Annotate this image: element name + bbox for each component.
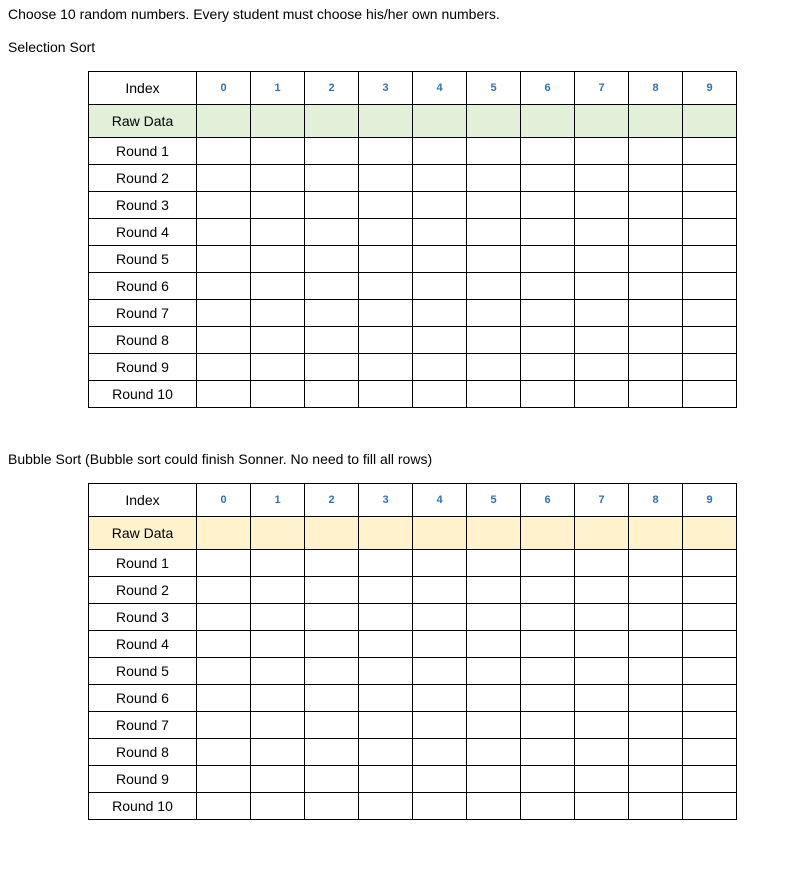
raw-data-cell-6[interactable]: [521, 105, 575, 138]
round-cell[interactable]: [629, 381, 683, 408]
round-cell[interactable]: [305, 631, 359, 658]
round-cell[interactable]: [197, 658, 251, 685]
round-cell[interactable]: [359, 712, 413, 739]
round-cell[interactable]: [629, 685, 683, 712]
round-cell[interactable]: [467, 739, 521, 766]
raw-data-cell-5[interactable]: [467, 517, 521, 550]
round-cell[interactable]: [467, 273, 521, 300]
index-1: 1: [251, 72, 305, 105]
round-cell[interactable]: [251, 192, 305, 219]
round-cell[interactable]: [683, 327, 737, 354]
round-cell[interactable]: [467, 550, 521, 577]
round-cell[interactable]: [683, 300, 737, 327]
round-cell[interactable]: [197, 685, 251, 712]
header-row: [89, 72, 737, 105]
round-cell[interactable]: [359, 219, 413, 246]
round-cell[interactable]: [305, 577, 359, 604]
round-cell[interactable]: [575, 354, 629, 381]
round-cell[interactable]: [683, 219, 737, 246]
round-cell[interactable]: [197, 300, 251, 327]
round-label: Round 6: [89, 685, 197, 712]
round-cell[interactable]: [467, 138, 521, 165]
raw-data-cell-5[interactable]: [467, 105, 521, 138]
raw-data-cell-0[interactable]: [197, 105, 251, 138]
round-cell[interactable]: [521, 381, 575, 408]
round-cell[interactable]: [629, 354, 683, 381]
round-cell[interactable]: [197, 192, 251, 219]
index-5: 5: [467, 484, 521, 517]
round-cell[interactable]: [251, 327, 305, 354]
round-cell[interactable]: [197, 739, 251, 766]
round-row: [89, 192, 737, 219]
round-cell[interactable]: [575, 739, 629, 766]
round-cell[interactable]: [359, 658, 413, 685]
round-cell[interactable]: [305, 550, 359, 577]
round-cell[interactable]: [683, 766, 737, 793]
round-cell[interactable]: [413, 354, 467, 381]
round-cell[interactable]: [683, 793, 737, 820]
round-label: Round 4: [89, 631, 197, 658]
round-cell[interactable]: [251, 766, 305, 793]
round-cell[interactable]: [467, 658, 521, 685]
bubble-sort-title: Bubble Sort (Bubble sort could finish Sonner. No need to fill all rows): [8, 451, 433, 467]
round-cell[interactable]: [683, 381, 737, 408]
round-label: Round 5: [89, 246, 197, 273]
round-cell[interactable]: [683, 712, 737, 739]
round-cell[interactable]: [359, 685, 413, 712]
round-cell[interactable]: [683, 739, 737, 766]
round-cell[interactable]: [575, 631, 629, 658]
index-8: 8: [629, 72, 683, 105]
round-cell[interactable]: [575, 577, 629, 604]
raw-data-cell-2[interactable]: [305, 105, 359, 138]
round-label: Round 6: [89, 273, 197, 300]
round-cell[interactable]: [413, 766, 467, 793]
round-row: [89, 739, 737, 766]
round-label: Round 3: [89, 192, 197, 219]
round-cell[interactable]: [521, 273, 575, 300]
round-row: [89, 766, 737, 793]
round-cell[interactable]: [413, 604, 467, 631]
index-3: 3: [359, 484, 413, 517]
round-cell[interactable]: [683, 658, 737, 685]
round-cell[interactable]: [413, 192, 467, 219]
round-cell[interactable]: [251, 577, 305, 604]
round-cell[interactable]: [197, 550, 251, 577]
round-cell[interactable]: [305, 219, 359, 246]
round-cell[interactable]: [521, 685, 575, 712]
round-cell[interactable]: [197, 138, 251, 165]
round-cell[interactable]: [683, 246, 737, 273]
round-cell[interactable]: [467, 685, 521, 712]
round-row: [89, 327, 737, 354]
round-cell[interactable]: [359, 793, 413, 820]
round-cell[interactable]: [359, 165, 413, 192]
round-cell[interactable]: [521, 766, 575, 793]
round-label: Round 10: [89, 793, 197, 820]
raw-data-cell-7[interactable]: [575, 517, 629, 550]
round-cell[interactable]: [197, 577, 251, 604]
raw-data-row: [89, 517, 737, 550]
index-9: 9: [683, 484, 737, 517]
raw-data-label: Raw Data: [89, 517, 197, 550]
round-cell[interactable]: [629, 766, 683, 793]
round-cell[interactable]: [575, 192, 629, 219]
round-cell[interactable]: [575, 246, 629, 273]
round-cell[interactable]: [521, 658, 575, 685]
round-cell[interactable]: [413, 631, 467, 658]
round-cell[interactable]: [359, 300, 413, 327]
round-cell[interactable]: [413, 658, 467, 685]
round-cell[interactable]: [629, 192, 683, 219]
index-7: 7: [575, 72, 629, 105]
round-cell[interactable]: [683, 165, 737, 192]
round-cell[interactable]: [521, 138, 575, 165]
round-cell[interactable]: [467, 766, 521, 793]
round-cell[interactable]: [575, 604, 629, 631]
round-cell[interactable]: [413, 273, 467, 300]
round-cell[interactable]: [197, 712, 251, 739]
round-cell[interactable]: [251, 793, 305, 820]
round-cell[interactable]: [413, 165, 467, 192]
round-cell[interactable]: [521, 793, 575, 820]
index-1: 1: [251, 484, 305, 517]
round-cell[interactable]: [359, 631, 413, 658]
index-0: 0: [197, 484, 251, 517]
round-cell[interactable]: [251, 658, 305, 685]
round-cell[interactable]: [413, 685, 467, 712]
round-cell[interactable]: [467, 246, 521, 273]
round-row: [89, 300, 737, 327]
round-cell[interactable]: [467, 327, 521, 354]
round-cell[interactable]: [359, 327, 413, 354]
round-cell[interactable]: [521, 246, 575, 273]
round-cell[interactable]: [629, 138, 683, 165]
round-cell[interactable]: [305, 739, 359, 766]
round-cell[interactable]: [629, 658, 683, 685]
round-cell[interactable]: [359, 604, 413, 631]
raw-data-cell-4[interactable]: [413, 105, 467, 138]
round-row: [89, 219, 737, 246]
index-header: Index: [89, 72, 197, 105]
round-cell[interactable]: [305, 192, 359, 219]
round-cell[interactable]: [467, 577, 521, 604]
round-row: [89, 354, 737, 381]
round-cell[interactable]: [305, 273, 359, 300]
raw-data-cell-8[interactable]: [629, 517, 683, 550]
round-cell[interactable]: [629, 739, 683, 766]
round-cell[interactable]: [683, 138, 737, 165]
round-label: Round 10: [89, 381, 197, 408]
round-row: [89, 577, 737, 604]
round-cell[interactable]: [197, 354, 251, 381]
round-cell[interactable]: [629, 631, 683, 658]
round-cell[interactable]: [413, 300, 467, 327]
round-row: [89, 138, 737, 165]
round-cell[interactable]: [629, 165, 683, 192]
index-0: 0: [197, 72, 251, 105]
round-cell[interactable]: [251, 246, 305, 273]
index-2: 2: [305, 72, 359, 105]
round-cell[interactable]: [575, 793, 629, 820]
round-cell[interactable]: [521, 712, 575, 739]
round-cell[interactable]: [575, 685, 629, 712]
round-cell[interactable]: [251, 631, 305, 658]
index-3: 3: [359, 72, 413, 105]
round-cell[interactable]: [305, 685, 359, 712]
round-cell[interactable]: [413, 138, 467, 165]
round-cell[interactable]: [467, 165, 521, 192]
raw-data-cell-3[interactable]: [359, 517, 413, 550]
round-cell[interactable]: [683, 685, 737, 712]
round-cell[interactable]: [683, 550, 737, 577]
round-cell[interactable]: [305, 138, 359, 165]
round-cell[interactable]: [251, 165, 305, 192]
round-cell[interactable]: [359, 192, 413, 219]
round-cell[interactable]: [521, 604, 575, 631]
round-label: Round 8: [89, 327, 197, 354]
raw-data-cell-1[interactable]: [251, 105, 305, 138]
round-cell[interactable]: [629, 327, 683, 354]
selection-sort-table: [88, 71, 737, 408]
round-cell[interactable]: [413, 327, 467, 354]
round-cell[interactable]: [521, 739, 575, 766]
index-6: 6: [521, 72, 575, 105]
round-cell[interactable]: [467, 604, 521, 631]
round-cell[interactable]: [305, 381, 359, 408]
round-cell[interactable]: [575, 381, 629, 408]
round-cell[interactable]: [197, 273, 251, 300]
round-cell[interactable]: [197, 766, 251, 793]
round-cell[interactable]: [467, 192, 521, 219]
index-4: 4: [413, 484, 467, 517]
round-cell[interactable]: [413, 739, 467, 766]
round-cell[interactable]: [251, 604, 305, 631]
raw-data-cell-9[interactable]: [683, 105, 737, 138]
round-cell[interactable]: [467, 793, 521, 820]
round-cell[interactable]: [305, 327, 359, 354]
round-label: Round 2: [89, 577, 197, 604]
round-cell[interactable]: [629, 300, 683, 327]
round-cell[interactable]: [413, 712, 467, 739]
index-9: 9: [683, 72, 737, 105]
round-cell[interactable]: [413, 219, 467, 246]
round-label: Round 1: [89, 138, 197, 165]
raw-data-cell-3[interactable]: [359, 105, 413, 138]
round-cell[interactable]: [575, 550, 629, 577]
round-cell[interactable]: [359, 246, 413, 273]
round-label: Round 7: [89, 300, 197, 327]
round-row: [89, 685, 737, 712]
raw-data-cell-0[interactable]: [197, 517, 251, 550]
round-label: Round 8: [89, 739, 197, 766]
round-cell[interactable]: [467, 354, 521, 381]
round-cell[interactable]: [359, 577, 413, 604]
round-row: [89, 165, 737, 192]
round-cell[interactable]: [629, 577, 683, 604]
raw-data-cell-2[interactable]: [305, 517, 359, 550]
bubble-sort-table: [88, 483, 737, 820]
round-cell[interactable]: [413, 381, 467, 408]
raw-data-cell-8[interactable]: [629, 105, 683, 138]
index-6: 6: [521, 484, 575, 517]
round-cell[interactable]: [413, 577, 467, 604]
round-cell[interactable]: [521, 577, 575, 604]
index-2: 2: [305, 484, 359, 517]
raw-data-row: [89, 105, 737, 138]
round-cell[interactable]: [683, 604, 737, 631]
round-cell[interactable]: [629, 712, 683, 739]
instruction-text: Choose 10 random numbers. Every student must choose his/her own numbers.: [8, 6, 500, 22]
round-cell[interactable]: [359, 273, 413, 300]
round-cell[interactable]: [359, 381, 413, 408]
round-cell[interactable]: [683, 577, 737, 604]
round-cell[interactable]: [629, 219, 683, 246]
round-cell[interactable]: [575, 766, 629, 793]
round-cell[interactable]: [521, 192, 575, 219]
raw-data-cell-6[interactable]: [521, 517, 575, 550]
round-cell[interactable]: [575, 658, 629, 685]
round-label: Round 9: [89, 354, 197, 381]
index-header: Index: [89, 484, 197, 517]
round-cell[interactable]: [683, 192, 737, 219]
raw-data-cell-7[interactable]: [575, 105, 629, 138]
round-cell[interactable]: [467, 219, 521, 246]
round-label: Round 4: [89, 219, 197, 246]
round-cell[interactable]: [575, 327, 629, 354]
round-cell[interactable]: [683, 354, 737, 381]
round-row: [89, 604, 737, 631]
raw-data-cell-4[interactable]: [413, 517, 467, 550]
round-cell[interactable]: [629, 550, 683, 577]
round-cell[interactable]: [197, 631, 251, 658]
round-row: [89, 712, 737, 739]
round-cell[interactable]: [251, 685, 305, 712]
round-cell[interactable]: [305, 766, 359, 793]
round-cell[interactable]: [521, 165, 575, 192]
round-cell[interactable]: [305, 604, 359, 631]
index-7: 7: [575, 484, 629, 517]
round-cell[interactable]: [521, 327, 575, 354]
round-cell[interactable]: [521, 550, 575, 577]
round-cell[interactable]: [467, 712, 521, 739]
raw-data-cell-1[interactable]: [251, 517, 305, 550]
round-cell[interactable]: [575, 273, 629, 300]
round-cell[interactable]: [197, 604, 251, 631]
round-row: [89, 631, 737, 658]
round-cell[interactable]: [629, 604, 683, 631]
header-row: [89, 484, 737, 517]
round-row: [89, 381, 737, 408]
raw-data-label: Raw Data: [89, 105, 197, 138]
round-cell[interactable]: [467, 300, 521, 327]
round-cell[interactable]: [251, 138, 305, 165]
round-cell[interactable]: [251, 300, 305, 327]
round-cell[interactable]: [629, 793, 683, 820]
round-cell[interactable]: [305, 165, 359, 192]
round-label: Round 3: [89, 604, 197, 631]
round-cell[interactable]: [251, 354, 305, 381]
round-cell[interactable]: [467, 631, 521, 658]
round-cell[interactable]: [413, 793, 467, 820]
round-cell[interactable]: [575, 165, 629, 192]
round-cell[interactable]: [197, 219, 251, 246]
round-cell[interactable]: [575, 138, 629, 165]
round-cell[interactable]: [467, 381, 521, 408]
round-cell[interactable]: [197, 381, 251, 408]
round-cell[interactable]: [251, 381, 305, 408]
round-cell[interactable]: [197, 165, 251, 192]
round-cell[interactable]: [629, 246, 683, 273]
round-cell[interactable]: [521, 354, 575, 381]
round-cell[interactable]: [251, 739, 305, 766]
index-4: 4: [413, 72, 467, 105]
round-cell[interactable]: [683, 273, 737, 300]
round-cell[interactable]: [575, 712, 629, 739]
round-cell[interactable]: [521, 300, 575, 327]
round-cell[interactable]: [305, 793, 359, 820]
round-label: Round 1: [89, 550, 197, 577]
round-cell[interactable]: [197, 327, 251, 354]
round-cell[interactable]: [251, 219, 305, 246]
round-cell[interactable]: [575, 300, 629, 327]
index-5: 5: [467, 72, 521, 105]
round-cell[interactable]: [251, 273, 305, 300]
round-cell[interactable]: [521, 219, 575, 246]
selection-sort-title: Selection Sort: [8, 39, 96, 55]
round-cell[interactable]: [359, 550, 413, 577]
round-cell[interactable]: [359, 354, 413, 381]
round-label: Round 5: [89, 658, 197, 685]
round-cell[interactable]: [413, 550, 467, 577]
round-row: [89, 550, 737, 577]
round-cell[interactable]: [251, 550, 305, 577]
round-row: [89, 273, 737, 300]
round-label: Round 2: [89, 165, 197, 192]
round-cell[interactable]: [575, 219, 629, 246]
round-cell[interactable]: [251, 712, 305, 739]
round-cell[interactable]: [305, 712, 359, 739]
round-cell[interactable]: [305, 246, 359, 273]
round-cell[interactable]: [359, 739, 413, 766]
round-cell[interactable]: [197, 246, 251, 273]
round-cell[interactable]: [359, 766, 413, 793]
raw-data-cell-9[interactable]: [683, 517, 737, 550]
index-8: 8: [629, 484, 683, 517]
round-cell[interactable]: [413, 246, 467, 273]
round-cell[interactable]: [683, 631, 737, 658]
round-cell[interactable]: [629, 273, 683, 300]
round-cell[interactable]: [521, 631, 575, 658]
round-cell[interactable]: [305, 354, 359, 381]
round-label: Round 7: [89, 712, 197, 739]
round-cell[interactable]: [305, 658, 359, 685]
round-row: [89, 658, 737, 685]
round-row: [89, 793, 737, 820]
round-cell[interactable]: [197, 793, 251, 820]
round-cell[interactable]: [305, 300, 359, 327]
round-row: [89, 246, 737, 273]
round-label: Round 9: [89, 766, 197, 793]
round-cell[interactable]: [359, 138, 413, 165]
